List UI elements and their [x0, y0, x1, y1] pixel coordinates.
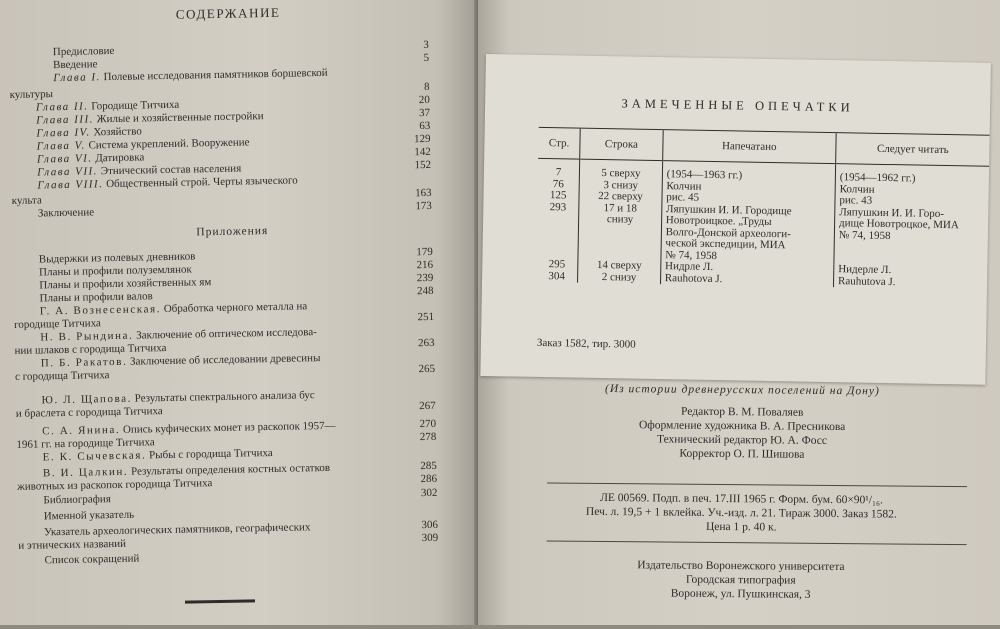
corrector-line: Корректор О. П. Шишова: [679, 447, 805, 461]
toc-entry: Ю. Л. Щапова. Результаты спектрального анализа бус: [41, 389, 315, 407]
toc-entry: Глава III. Жилые и хозяйственные постройки 37: [36, 106, 431, 127]
toc-entry: Планы и профили хозяйственных ям 239: [39, 271, 434, 292]
toc-entry: и этнических названий 309: [18, 531, 439, 552]
errata-cell: Нидрле Л. Rauhotova J.: [660, 261, 834, 287]
toc-entry: Глава VIII. Общественный строй. Черты языческого: [37, 174, 298, 192]
toc-entry: Н. В. Рындина. Заключение об оптическом исследова-: [40, 326, 317, 344]
toc-entry: Планы и профили валов 248: [39, 284, 434, 305]
address-line: Воронеж, ул. Пушкинская, 3: [670, 587, 811, 601]
errata-slip: [480, 54, 991, 385]
errata-header-line: Строка: [580, 128, 663, 160]
toc-entry: Глава VII. Этнический состав населения 152: [37, 158, 432, 179]
toc-entry: В. И. Цалкин. Результаты определения костных остатков 285: [42, 459, 437, 480]
errata-table: [536, 127, 990, 290]
printshop-line: Городская типография: [685, 573, 796, 587]
toc-entry: с городища Титчиха 265: [14, 362, 436, 383]
errata-cell: (1954—1962 гг.) Колчин рис. 43 Ляпушкин И. И. Горо- дище Новотроцкое, МИА № 74, 1958: [834, 164, 989, 267]
toc-entry: П. Б. Ракатов. Заключение об исследовании древесины: [40, 352, 321, 370]
toc-entry: Глава II. Городище Титчиха 20: [35, 93, 430, 114]
table-row: [536, 158, 989, 266]
left-page: [0, 0, 476, 625]
print-info-line: ЛЕ 00569. Подп. в печ. 17.III 1965 г. Форм. бум. 60×90¹/₁₆.: [600, 491, 883, 507]
toc-entry: Глава IV. Хозяйство 63: [36, 119, 431, 140]
toc-entry: культа 163: [11, 186, 432, 207]
imprint: [488, 382, 995, 629]
divider: [547, 483, 967, 488]
table-of-contents: [8, 0, 459, 608]
toc-entry: и браслета с городища Титчиха 267: [15, 399, 436, 420]
editor-line: Редактор В. М. Поваляев: [681, 405, 804, 419]
appendix-title: Приложения: [196, 225, 269, 239]
series-note: (Из истории древнерусских поселений на Дону): [604, 383, 880, 398]
publisher-line: Издательство Воронежского университета: [637, 559, 845, 574]
tech-editor-line: Технический редактор Ю. А. Фосс: [656, 433, 828, 447]
toc-entry: Е. К. Сычевская. Рыбы с городища Титчиха: [42, 447, 273, 464]
errata-header-correct: Следует читать: [836, 133, 990, 167]
toc-entry: Глава I. Полевые исследования памятников боршевской: [53, 66, 328, 85]
price-line: Цена 1 р. 40 к.: [705, 520, 777, 534]
toc-entry: Список сокращений: [44, 552, 140, 567]
toc-entry: животных из раскопок городища Титчиха 286: [17, 472, 438, 493]
toc-entry: Выдержки из полевых дневников 179: [38, 245, 433, 266]
toc-entry: культуры 8: [9, 80, 430, 101]
errata-header-page: Стр.: [538, 127, 580, 159]
errata-cell: 14 сверху 2 снизу: [578, 260, 661, 284]
toc-entry: 1961 гг. на городище Титчиха 278: [16, 430, 437, 451]
toc-entry: Предисловие 3: [52, 38, 429, 59]
errata-cell: 295 304: [548, 258, 566, 282]
toc-entry: городище Титчиха 251: [13, 310, 435, 331]
toc-entry: Именной указатель: [43, 508, 135, 523]
errata-cell: 5 сверху 3 снизу 22 сверху 17 и 18 снизу: [578, 159, 662, 261]
errata-header-printed: Напечатано: [662, 130, 836, 164]
toc-entry: Г. А. Вознесенская. Обработка черного металла на: [39, 300, 308, 318]
errata-title: ЗАМЕЧЕННЫЕ ОПЕЧАТКИ: [621, 96, 854, 115]
toc-entry: Заключение 173: [37, 199, 432, 220]
errata-cell: 7 76 125 293: [549, 166, 567, 213]
errata-cell: (1954—1963 гг.) Колчин рис. 45 Ляпушкин И. И. Городище Новотроицкое. „Труды Волго-Донской археологи- ческой экспедиции, МИА № 74, 1958: [661, 161, 836, 265]
divider: [547, 541, 967, 546]
toc-entry: С. А. Янина. Опись куфических монет из раскопок 1957— 270: [42, 417, 437, 438]
artist-line: Оформление художника В. А. Пресникова: [638, 419, 846, 434]
order-number: Заказ 1582, тир. 3000: [536, 336, 636, 351]
toc-entry: Планы и профили полуземлянок 216: [38, 258, 434, 279]
toc-title: СОДЕРЖАНИЕ: [175, 4, 281, 22]
toc-entry: Указатель археологических памятников, географических 306: [43, 518, 439, 539]
errata-cell: Нидерле Л. Rauhutova J.: [833, 264, 987, 290]
toc-entry: Библиография 302: [43, 486, 438, 507]
toc-entry: Глава V. Система укреплений. Вооружение 129: [36, 132, 431, 153]
toc-entry: Введение 5: [52, 51, 430, 72]
toc-entry: Глава VI. Датировка 142: [36, 145, 431, 166]
toc-entry: нии шлаков с городища Титчиха 263: [14, 336, 435, 357]
print-info-line: Печ. л. 19,5 + 1 вклейка. Уч.-изд. л. 21. Тираж 3000. Заказ 1582.: [585, 505, 897, 521]
